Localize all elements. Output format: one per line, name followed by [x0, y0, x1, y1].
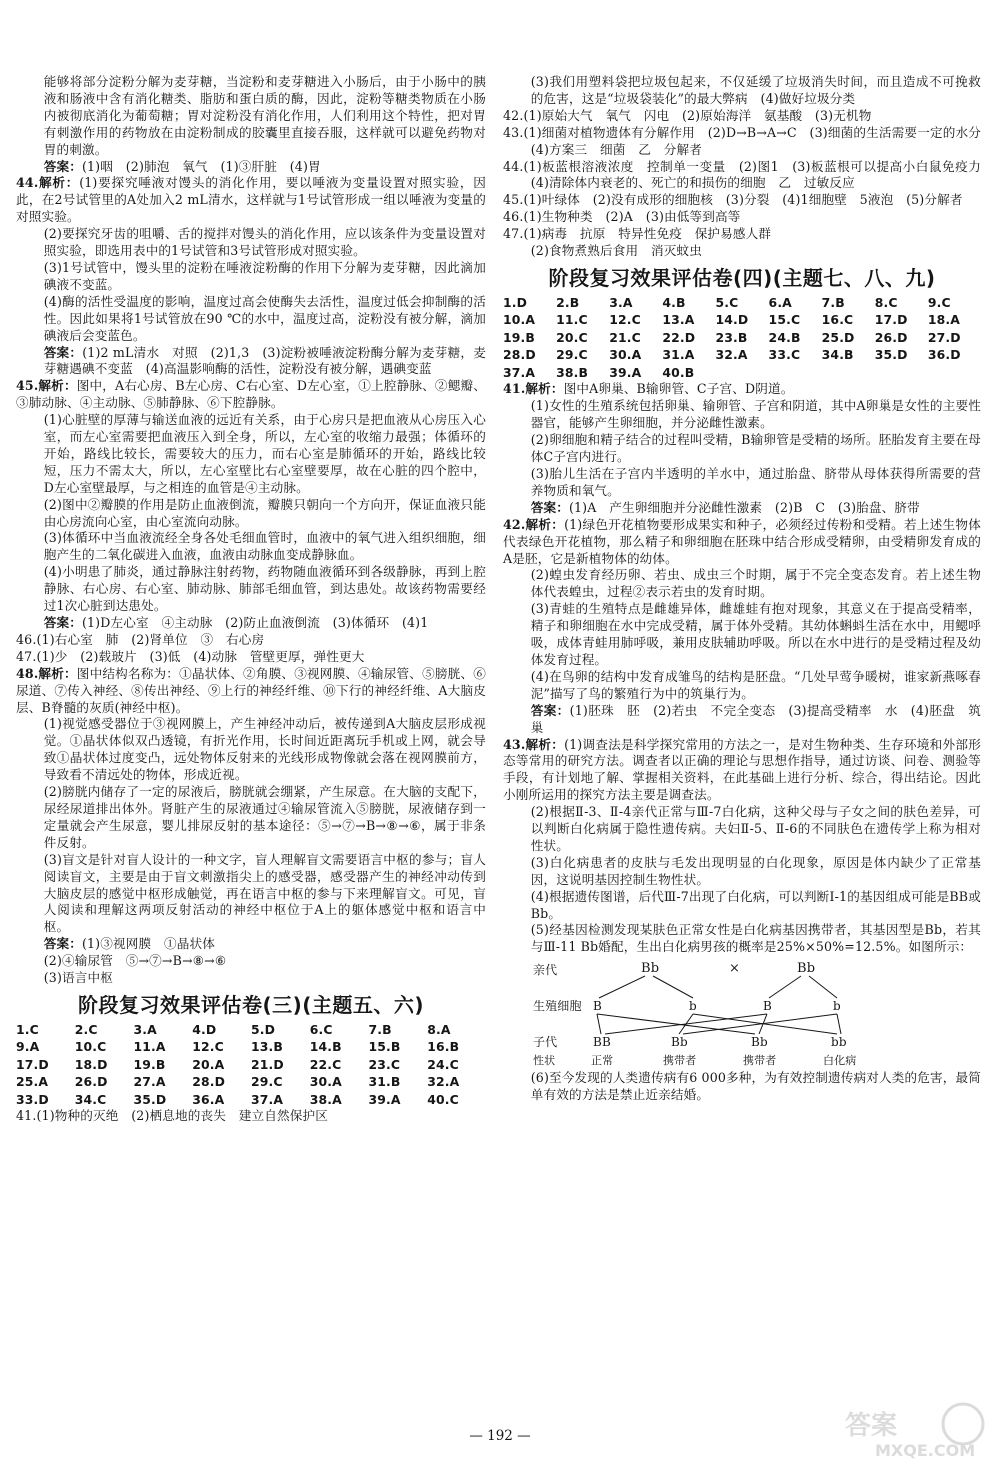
mc3-answer-item: 8.A [427, 1021, 451, 1037]
q44-analysis [16, 175, 486, 226]
mc4-answer-item: 5.C [715, 294, 739, 310]
mc3-answer-item: 4.D [192, 1021, 217, 1037]
q48-answer-2: (2)④输尿管 ⑤→⑦→B→⑧→⑥ [43, 953, 227, 969]
r42-analysis [503, 517, 981, 568]
q46-answer: 46.(1)右心室 肺 (2)肾单位 ③ 右心房 [16, 631, 265, 647]
q44-p1: (1)要探究唾液对馒头的消化作用，要以唾液为变量设置对照实验，因此，在2号试管里的A处加入2 mL清水，这样就与1号试管形成一组以唾液为变量的对照实验。 [16, 175, 486, 225]
r43-p6: (6)至今发现的人类遗传病有6 000多种，为有效控制遗传病对人类的危害，最简单有效的方法是禁止近亲结婚。 [530, 1070, 981, 1103]
mc4-answer-item: 31.A [662, 347, 695, 363]
mc3-answer-item: 9.A [16, 1039, 40, 1055]
r41-p0: 图中A卵巢、B输卵管、C子宫、D阴道。 [563, 381, 794, 397]
q44-p3: (3)1号试管中，馒头里的淀粉在唾液淀粉酶的作用下分解为麦芽糖，因此滴加碘液不变蓝。 [43, 259, 486, 292]
mc3-answer-item: 19.B [133, 1056, 166, 1072]
mc3-answer-item: 40.C [427, 1091, 459, 1107]
mc4-answer-item: 29.C [556, 347, 588, 363]
mc3-answer-item: 17.D [16, 1056, 49, 1072]
mc3-answer-item: 27.A [133, 1074, 166, 1090]
genetic-cross-diagram [533, 960, 973, 1068]
mc4-answer-item: 23.B [715, 329, 748, 345]
parent-1: Bb [641, 961, 660, 977]
mc3-answer-item: 30.A [309, 1074, 342, 1090]
mc4-answer-item: 22.D [662, 329, 696, 345]
mc4-answer-item: 35.D [874, 347, 908, 363]
answer-text: (1)③视网膜 ①晶状体 [81, 936, 215, 952]
mc4-answer-item: 26.D [874, 329, 908, 345]
q45-p4: (4)小明患了肺炎，通过静脉注射药物，药物随血液循环到各级静脉，再到上腔静脉、右心房、右心室、肺动脉、肺部毛细血管，到达患处。故该药物需要经过1次心脏到达患处。 [43, 564, 486, 614]
mc3-answer-item: 20.A [192, 1056, 225, 1072]
mc4-answer-item: 24.B [768, 329, 801, 345]
mc3-answer-item: 10.C [74, 1039, 107, 1055]
mc4-answer-item: 9.C [927, 294, 951, 310]
r41-p1: (1)女性的生殖系统包括卵巢、输卵管、子宫和阴道，其中A卵巢是女性的主要性器官，能够产生卵细胞，并分泌雌性激素。 [530, 398, 981, 431]
parent-label: 亲代 [533, 963, 558, 978]
mc4-answer-item: 13.A [662, 312, 695, 328]
mc4-answer-item: 10.A [503, 312, 536, 328]
gamete-label: 生殖细胞 [533, 999, 582, 1014]
r42-label: 42.解析： [503, 516, 565, 532]
mc3-answer-item: 11.A [133, 1039, 166, 1055]
q48-p2: (2)膀胱内储存了一定的尿液后，膀胱就会绷紧，产生尿意。在大脑的支配下，尿经尿道排出体外。肾脏产生的尿液通过④输尿管流入⑤膀胱，尿液储存到一定量就会产生尿意，婴儿排尿反射的基本途径：⑤→⑦→B→⑧→⑥，属于非条件反射。 [43, 784, 486, 850]
mc4-answer-item: 32.A [715, 347, 748, 363]
q42-answer: 42.(1)原始大气 氧气 闪电 (2)原始海洋 氨基酸 (3)无机物 [503, 107, 872, 123]
q46-answer: 46.(1)生物种类 (2)A (3)由低等到高等 [503, 209, 741, 225]
q48-p3: (3)盲文是针对盲人设计的一种文字，盲人理解盲文需要语言中枢的参与；盲人阅读盲文，主要是由于盲文刺激指尖上的感受器，感受器产生的神经冲动传到大脑皮层的感觉中枢形成触觉，再在语言中枢的参与下来理解盲文。可见，盲人阅读和理解这两项反射活动的神经中枢位于A上的躯体感觉中枢和语言中枢。 [43, 851, 486, 935]
answer-text: (1)咽 (2)肺泡 氧气 (1)③肝脏 (4)胃 [81, 158, 321, 174]
r42-p4: (4)在鸟卵的结构中发育成雏鸟的结构是胚盘。“几处早莺争暖树，谁家新燕啄春泥”描写了鸟的繁殖行为中的筑巢行为。 [530, 668, 981, 701]
r41-p2: (2)卵细胞和精子结合的过程叫受精，B输卵管是受精的场所。胚胎发育主要在母体C子宫内进行。 [530, 432, 981, 465]
mc3-answer-item: 31.B [368, 1074, 401, 1090]
mc4-answer-item: 3.A [609, 294, 633, 310]
left-column [16, 74, 486, 1125]
genetic-cross-svg [533, 960, 973, 1068]
answer-label: 答案： [43, 936, 82, 952]
trait-3: 携带者 [743, 1054, 777, 1068]
gamete-1: B [593, 999, 602, 1014]
answer-label: 答案： [43, 615, 82, 630]
mc4-answer-item: 21.C [609, 329, 641, 345]
r43-p4: (4)根据遗传图谱，后代Ⅲ-7出现了白化病，可以判断Ⅰ-1的基因组成可能是BB或Bb。 [530, 888, 981, 921]
trait-4: 白化病 [823, 1054, 857, 1068]
child-3: Bb [751, 1035, 768, 1050]
mc4-answer-item: 4.B [662, 294, 686, 310]
mc4-answer-item: 38.B [556, 364, 589, 380]
answer-text: (1)2 mL清水 对照 (2)1,3 (3)淀粉被唾液淀粉酶分解为麦芽糖，麦芽糖遇碘不变蓝 (4)高温影响酶的活性，淀粉没有被分解，遇碘变蓝 [43, 344, 487, 377]
mc3-answer-item: 16.B [427, 1039, 460, 1055]
r43-p2: (2)根据Ⅱ-3、Ⅱ-4亲代正常与Ⅲ-7白化病，这种父母与子女之间的肤色差异，可以判断白化病属于隐性遗传病。夫妇Ⅱ-5、Ⅱ-6的不同肤色在遗传学上称为相对性状。 [530, 804, 981, 853]
q47-answer: 47.(1)少 (2)载玻片 (3)低 (4)动脉 管壁更厚，弹性更大 [16, 648, 365, 664]
cross-symbol: × [729, 961, 741, 977]
watermark [835, 1400, 995, 1460]
mc3-answer-item: 15.B [368, 1039, 401, 1055]
mc4-answer-item: 25.D [821, 329, 855, 345]
mc3-answer-item: 26.D [74, 1074, 108, 1090]
r41-analysis [503, 381, 981, 398]
mc4-answer-item: 15.C [768, 312, 801, 328]
mc4-answer-item: 27.D [927, 329, 961, 345]
mc3-answer-item: 12.C [192, 1039, 224, 1055]
mc4-answer-item: 16.C [821, 312, 854, 328]
r42-p2: (2)蝗虫发育经历卵、若虫、成虫三个时期，属于不完全变态发育。若上述生物体代表蝗虫，过程②表示若虫的发育时期。 [530, 567, 981, 600]
mc4-answer-item: 28.D [503, 347, 536, 363]
gamete-3: B [763, 999, 772, 1014]
mc3-answer-item: 22.C [309, 1056, 342, 1072]
r42-answer [503, 703, 981, 737]
mc3-answer-item: 23.C [368, 1056, 401, 1072]
q48-answer [16, 936, 486, 953]
mc4-answer-item: 18.A [927, 312, 961, 328]
mc4-answer-item: 8.C [874, 294, 898, 310]
q44-p2: (2)要探究牙齿的咀嚼、舌的搅拌对馒头的消化作用，应以该条件为变量设置对照实验，即选用表中的1号试管和3号试管形成对照实验。 [43, 226, 486, 259]
section-title-4: 阶段复习效果评估卷(四)(主题七、八、九) [548, 265, 936, 290]
mc3-answer-item: 2.C [74, 1021, 98, 1037]
mc4-answer-item: 11.C [556, 312, 588, 328]
r43-p3: (3)白化病患者的皮肤与毛发出现明显的白化现象，原因是体内缺少了正常基因，这说明基因控制生物性状。 [530, 854, 981, 887]
q44-answer: 44.(1)板蓝根溶液浓度 控制单一变量 (2)图1 (3)板蓝根可以提高小白鼠免疫力 (4)清除体内衰老的、死亡的和损伤的细胞 乙 过敏反应 [503, 158, 994, 191]
mc4-answer-item: 37.A [503, 364, 536, 380]
mc3-answer-item: 28.D [192, 1074, 226, 1090]
watermark-logo-icon [835, 1400, 995, 1460]
svg-text:MXQE.COM: MXQE.COM [875, 1441, 976, 1460]
mc3-answer-item: 38.A [309, 1091, 342, 1107]
answer-label: 答案： [43, 344, 83, 360]
q45-analysis [16, 378, 486, 412]
mc4-answer-item: 2.B [556, 294, 580, 310]
mc3-answer-item: 32.A [427, 1074, 460, 1090]
q48-p0: 图中结构名称为：①晶状体、②角膜、③视网膜、④输尿管、⑤膀胱、⑥尿道、⑦传入神经、⑧传出神经、⑨上行的神经纤维、⑩下行的神经纤维、A大脑皮层、B脊髓的灰质(神经中枢)。 [16, 665, 486, 715]
answer-label: 答案： [43, 158, 82, 174]
child-1: BB [593, 1035, 611, 1050]
mc4-answer-item: 17.D [874, 312, 908, 328]
mc4-answer-item: 12.C [609, 312, 641, 328]
mc4-answer-item: 14.D [715, 312, 749, 328]
mc4-answer-item: 36.D [927, 347, 961, 363]
right-column [503, 74, 994, 1104]
mc3-answer-item: 3.A [133, 1021, 157, 1037]
answer-label: 答案： [530, 499, 569, 515]
mc4-answer-item: 33.C [768, 347, 801, 363]
mc3-answer-item: 25.A [16, 1074, 49, 1090]
mc3-answer-item: 39.A [368, 1091, 401, 1107]
mc-answers-4 [503, 294, 981, 382]
mc3-answer-item: 34.C [74, 1091, 107, 1107]
gamete-4: b [833, 999, 841, 1014]
r41-label: 41.解析： [503, 381, 564, 397]
mc-answers-3 [16, 1021, 486, 1109]
mc4-answer-item: 19.B [503, 329, 535, 345]
q43-answer: 43.(1)细菌对植物遗体有分解作用 (2)D→B→A→C (3)细菌的生活需要一定的水分 (4)方案三 细菌 乙 分解者 [503, 124, 994, 157]
mc3-answer-item: 36.A [192, 1091, 225, 1107]
q41-answer-cont: (3)我们用塑料袋把垃圾包起来，不仅延缓了垃圾消失时间，而且造成不可挽救的危害，这是“垃圾袋装化”的最大弊病 (4)做好垃圾分类 [530, 74, 981, 106]
mc3-answer-item: 13.B [251, 1039, 283, 1055]
mc3-answer-item: 24.C [427, 1056, 459, 1072]
q44-p4: (4)酶的活性受温度的影响，温度过高会使酶失去活性，温度过低会抑制酶的活性。因此如果将1号试管放在90 ℃的水中，温度过高，淀粉没有被分解，滴加碘液后会变蓝色。 [43, 293, 486, 343]
page-number: — 192 — [469, 1428, 531, 1444]
mc4-answer-item: 20.C [556, 329, 588, 345]
mc3-answer-item: 5.D [251, 1021, 276, 1037]
mc4-answer-item: 7.B [821, 294, 845, 310]
q45-p1: (1)心脏壁的厚薄与输送血液的远近有关系，由于心房只是把血液从心房压入心室，而左心室需要把血液压入到全身，所以，左心室的收缩力最强；体循环的开始，路线比较长，需要较大的压力，而右心室是肺循环的开始，路线比较短，压力不需太大，所以，左心室壁比右心室壁要厚，故在心脏的四个腔中，D左心室壁最厚，与之相连的血管是④主动脉。 [43, 412, 486, 495]
mc3-answer-item: 21.D [251, 1056, 284, 1072]
answer-text: (1)D左心室 ④主动脉 (2)防止血液倒流 (3)体循环 (4)1 [81, 615, 429, 630]
q45-p2: (2)图中②瓣膜的作用是防止血液倒流，瓣膜只朝向一个方向开，保证血液只能由心房流向心室，由心室流向动脉。 [43, 496, 486, 529]
mc3-answer-item: 29.C [251, 1074, 283, 1090]
q44-label: 44.解析： [16, 175, 80, 191]
mc3-answer-item: 7.B [368, 1021, 392, 1037]
cross-lines [597, 976, 841, 1034]
section-title-3: 阶段复习效果评估卷(三)(主题五、六) [77, 992, 425, 1017]
q41-answer: 41.(1)物种的灭绝 (2)栖息地的丧失 建立自然保护区 [16, 1108, 328, 1124]
q43-answer [16, 159, 486, 176]
mc4-answer-item: 6.A [768, 294, 792, 310]
mc4-answer-item: 34.B [821, 347, 854, 363]
r43-analysis [503, 737, 981, 805]
answer-label: 答案： [530, 702, 570, 718]
mc4-answer-item: 39.A [609, 364, 642, 380]
mc4-answer-item: 1.D [503, 294, 528, 310]
child-2: Bb [671, 1035, 688, 1050]
q45-answer: 45.(1)叶绿体 (2)没有成形的细胞核 (3)分裂 (4)1细胞壁 5液泡 (5)分解者 [503, 192, 963, 208]
gamete-2: b [689, 999, 697, 1014]
q45-answer [16, 615, 486, 632]
child-label: 子代 [533, 1035, 558, 1050]
parent-2: Bb [797, 961, 816, 977]
q43-analysis-continued: 能够将部分淀粉分解为麦芽糖，当淀粉和麦芽糖进入小肠后，由于小肠中的胰液和肠液中含有消化糖类、脂肪和蛋白质的酶，因此，淀粉等糖类物质在小肠内被彻底消化为葡萄糖；胃对淀粉没有消化作用，人们利用这个特性，把对胃有刺激作用的药物放在由淀粉制成的胶囊里直接吞服，这样就可以避免药物对胃的刺激。 [43, 74, 486, 157]
q47-answer-2: (2)食物煮熟后食用 消灭蚊虫 [530, 243, 702, 259]
trait-2: 携带者 [663, 1054, 697, 1068]
r42-p1: (1)绿色开花植物要形成果实和种子，必须经过传粉和受精。若上述生物体代表绿色开花植物，那么精子和卵细胞在胚珠中结合形成受精卵，由受精卵发育成的A是胚，它是新植物体的幼体。 [503, 516, 981, 566]
r42-p3: (3)青蛙的生殖特点是雌雄异体，雌雄蛙有抱对现象，其意义在于提高受精率，精子和卵细胞在水中完成受精，属于体外受精。其幼体蝌蚪生活在水中，用鳃呼吸，成体青蛙用肺呼吸，兼用皮肤辅助呼吸。所以在水中进行的是受精过程及幼体发育过程。 [530, 601, 981, 667]
answer-text: (1)A 产生卵细胞并分泌雌性激素 (2)B C (3)胎盘、脐带 [568, 499, 920, 515]
q47-answer: 47.(1)病毒 抗原 特异性免疫 保护易感人群 [503, 226, 772, 242]
mc3-answer-item: 6.C [309, 1021, 333, 1037]
mc3-answer-item: 35.D [133, 1091, 167, 1107]
q45-label: 45.解析： [16, 378, 77, 394]
r43-label: 43.解析： [503, 736, 565, 752]
mc3-answer-item: 18.D [74, 1056, 108, 1072]
mc3-answer-item: 37.A [251, 1091, 284, 1107]
q45-p0: 图中，A右心房、B左心房、C右心室、D左心室，①上腔静脉、②鳃瓣、③肺动脉、④主动脉、⑤肺静脉、⑥下腔静脉。 [16, 378, 486, 411]
svg-text:答案: 答案 [845, 1411, 898, 1441]
mc3-answer-item: 14.B [309, 1039, 342, 1055]
r43-p1: (1)调查法是科学探究常用的方法之一，是对生物种类、生存环境和外部形态等常用的研究方法。调查者以正确的理论与思想作指导，通过访谈、问卷、测验等手段，有计划地了解、掌握相关资料，在此基础上进行分析、综合，得出结论。因此小刚所运用的探究方法主要是调查法。 [503, 736, 981, 803]
q48-p1: (1)视觉感受器位于③视网膜上，产生神经冲动后，被传递到A大脑皮层形成视觉。①晶状体似双凸透镜，有折光作用，长时间近距离玩手机或上网，就会导致①晶状体过度变凸，远处物体反射来的光线形成物像就会落在视网膜前方，导致看不清远处的物体，形成近视。 [43, 716, 486, 783]
trait-label: 性状 [533, 1054, 556, 1068]
mc4-answer-item: 30.A [609, 347, 642, 363]
mc3-answer-item: 33.D [16, 1091, 49, 1107]
mc3-answer-item: 1.C [16, 1021, 39, 1037]
r41-answer [503, 500, 981, 517]
q45-p3: (3)体循环中当血液流经全身各处毛细血管时，血液中的氧气进入组织细胞，细胞产生的二氧化碳进入血液，血液由动脉血变成静脉血。 [43, 530, 486, 563]
mc4-answer-item: 40.B [662, 364, 695, 380]
child-4: bb [831, 1035, 847, 1050]
trait-1: 正常 [591, 1054, 614, 1068]
r43-p5: (5)经基因检测发现某肤色正常女性是白化病基因携带者，其基因型是Bb，若其与Ⅲ-11 Bb婚配，生出白化病男孩的概率是25%×50%=12.5%。如图所示： [530, 922, 981, 955]
q48-label: 48.解析： [16, 665, 77, 681]
r41-p3: (3)胎儿生活在子宫内半透明的羊水中，通过胎盘、脐带从母体获得所需要的营养物质和氧气。 [530, 466, 981, 498]
q48-analysis [16, 666, 486, 717]
q44-answer [16, 345, 486, 379]
answer-text: (1)胚珠 胚 (2)若虫 不完全变态 (3)提高受精率 水 (4)胚盘 筑巢 [530, 702, 982, 735]
q48-answer-3: (3)语言中枢 [43, 970, 113, 986]
